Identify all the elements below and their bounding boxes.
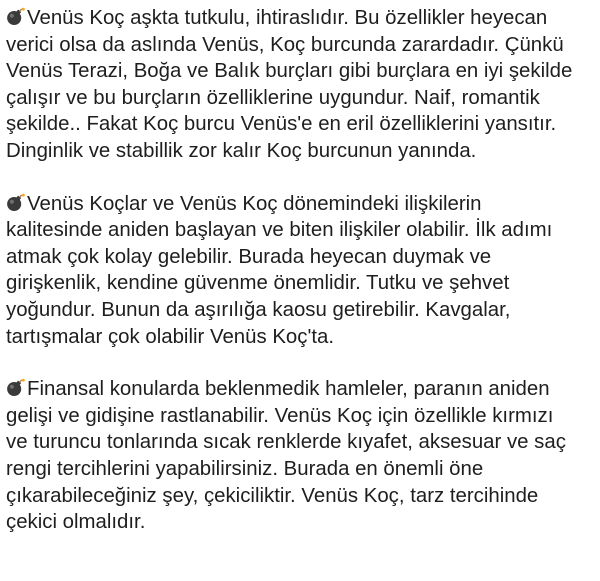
text-line: atmak çok kolay gelebilir. Burada heyecan duymak ve xyxy=(6,245,492,268)
text-line: yoğundur. Bunun da aşırılığa kaosu getirebilir. Kavgalar, xyxy=(6,298,511,321)
text-line xyxy=(6,5,596,32)
line-text: Venüs Koçlar ve Venüs Koç dönemindeki ilişkilerin xyxy=(27,192,482,215)
bomb-icon xyxy=(6,193,25,212)
text-line xyxy=(6,191,596,218)
text-line: Dinginlik ve stabillik zor kalır Koç burcunun yanında. xyxy=(6,139,477,162)
paragraph-2 xyxy=(6,191,596,351)
paragraph-3 xyxy=(6,376,596,536)
line-text: Finansal konularda beklenmedik hamleler, paranın aniden xyxy=(27,378,550,401)
paragraph-1 xyxy=(6,5,596,165)
text-line: girişkenlik, kendine güvenme önemlidir. Tutku ve şehvet xyxy=(6,272,510,295)
text-line: gelişi ve gidişine rastlanabilir. Venüs Koç için özellikle kırmızı xyxy=(6,404,554,427)
bomb-icon xyxy=(6,378,25,397)
text-line: rengi tercihlerini yapabilirsiniz. Burada en önemli öne xyxy=(6,457,484,480)
text-line: şekilde.. Fakat Koç burcu Venüs'e en eril özelliklerini yansıtır. xyxy=(6,113,557,136)
text-line: verici olsa da aslında Venüs, Koç burcunda zarardadır. Çünkü xyxy=(6,33,564,56)
text-line: çekici olmalıdır. xyxy=(6,511,146,534)
line-text: Venüs Koç aşkta tutkulu, ihtiraslıdır. Bu özellikler heyecan xyxy=(27,7,548,29)
text-line: tartışmalar çok olabilir Venüs Koç'ta. xyxy=(6,325,335,348)
text-line: ve turuncu tonlarında sıcak renklerde kıyafet, aksesuar ve saç xyxy=(6,431,566,454)
bomb-icon xyxy=(6,7,25,26)
text-line: çalışır ve bu burçların özelliklerine uygundur. Naif, romantik xyxy=(6,86,540,109)
text-line: çıkarabileceğiniz şey, çekiciliktir. Venüs Koç, tarz tercihinde xyxy=(6,484,539,507)
text-line: kalitesinde aniden başlayan ve biten ilişkiler olabilir. İlk adımı xyxy=(6,219,553,242)
text-line xyxy=(6,376,596,403)
text-line: Venüs Terazi, Boğa ve Balık burçları gibi burçlara en iyi şekilde xyxy=(6,60,573,83)
